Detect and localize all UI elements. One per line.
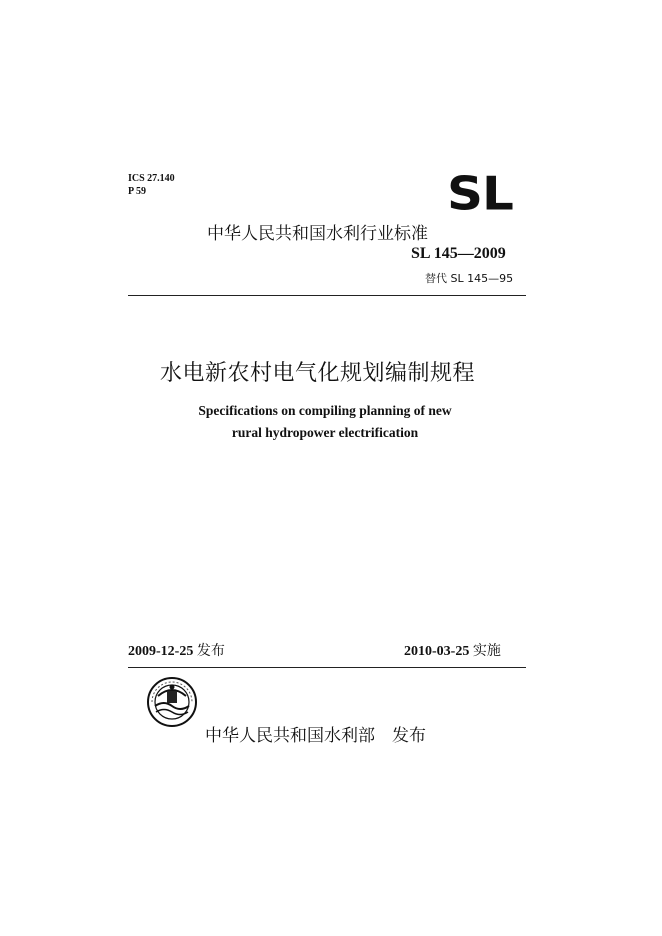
english-title-line-1: Specifications on compiling planning of new <box>198 403 452 418</box>
implement-date-block <box>404 640 501 660</box>
standard-number: SL 145—2009 <box>411 245 506 262</box>
ics-code: ICS 27.140 <box>128 173 175 184</box>
issue-date-block <box>128 640 225 660</box>
classification-codes <box>128 172 175 198</box>
sl-logo: SL <box>447 167 513 221</box>
top-divider <box>128 295 526 296</box>
issue-label: 发布 <box>196 643 225 659</box>
implement-date: 2010-03-25 <box>404 644 470 659</box>
english-title-line-2: rural hydropower electrification <box>231 425 419 440</box>
english-title <box>160 400 490 444</box>
issue-date: 2009-12-25 <box>128 644 194 659</box>
bottom-divider <box>128 667 526 668</box>
industry-standard-label: 中华人民共和国水利行业标准 <box>207 224 428 244</box>
replaces-standard: 替代 SL 145—95 <box>425 272 514 285</box>
publisher: 中华人民共和国水利部 发布 <box>205 726 426 746</box>
implement-label: 实施 <box>472 643 501 659</box>
p-code: P 59 <box>128 186 147 197</box>
chinese-title: 水电新农村电气化规划编制规程 <box>160 361 476 386</box>
ministry-emblem-icon <box>146 676 198 728</box>
